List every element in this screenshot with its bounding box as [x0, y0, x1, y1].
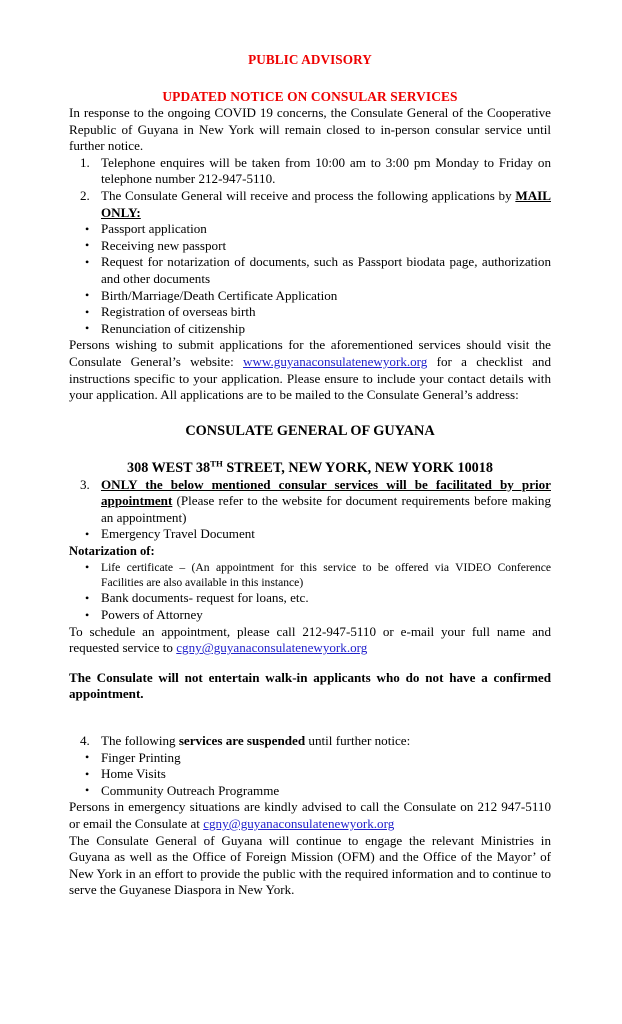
appointment-services-list — [69, 526, 551, 543]
list-item-text: Life certificate – (An appointment for this service to be offered via VIDEO Conference Facilities are also available in this instance) — [101, 560, 551, 590]
list-item — [69, 590, 551, 607]
suspended-emphasis: services are suspended — [178, 733, 306, 749]
website-paragraph — [69, 337, 551, 403]
list-number: 2. — [80, 187, 90, 203]
list-item — [69, 221, 551, 238]
website-paragraph-part1: Persons wishing to submit applications for the aforementioned services should visit the Consulate General’s website: — [69, 337, 551, 369]
address-street-suffix: STREET, NEW YORK, NEW YORK 10018 — [222, 459, 493, 476]
list-item-text: The following — [101, 733, 179, 749]
intro-paragraph: In response to the ongoing COVID 19 concerns, the Consulate General of the Cooperative Republic of Guyana in New York will remain closed to in-person consular service until further notice. — [69, 105, 551, 154]
notarization-label: Notarization of: — [69, 544, 155, 559]
bullet-icon: • — [85, 321, 90, 336]
list-item-text: Registration of overseas birth — [101, 304, 256, 320]
list-item-text: Emergency Travel Document — [101, 526, 255, 542]
numbered-list-appointment — [69, 477, 551, 527]
mail-only-services-list — [69, 221, 551, 337]
bullet-icon: • — [85, 560, 90, 575]
list-item-text: Birth/Marriage/Death Certificate Application — [101, 287, 338, 303]
list-item-text: Bank documents- request for loans, etc. — [101, 590, 309, 606]
list-item — [69, 304, 551, 321]
list-item — [69, 238, 551, 255]
bullet-icon: • — [85, 288, 90, 303]
list-number: 1. — [80, 154, 90, 170]
bullet-icon: • — [85, 254, 90, 269]
schedule-email-link[interactable]: cgny@guyanaconsulatenewyork.org — [176, 640, 368, 656]
appointment-emphasis: ONLY the below mentioned consular services will be facilitated by prior appointment — [101, 476, 551, 509]
list-item — [69, 288, 551, 305]
list-item-appointment-only — [69, 477, 551, 527]
list-item — [69, 321, 551, 338]
list-item-text: Telephone enquires will be taken from 10:00 am to 3:00 pm Monday to Friday on telephone number 212-947-5110. — [101, 154, 551, 187]
consulate-website-link[interactable]: www.guyanaconsulatenewyork.org — [243, 353, 428, 369]
list-item-text: Finger Printing — [101, 749, 181, 765]
list-item-text: Request for notarization of documents, such as Passport biodata page, authorization and other documents — [101, 254, 551, 286]
bullet-icon: • — [85, 607, 90, 622]
address-street-prefix: 308 WEST 38 — [127, 459, 211, 476]
list-number: 3. — [80, 476, 90, 492]
list-item — [69, 560, 551, 591]
list-item-text: The Consulate General will receive and process the following applications by — [101, 187, 516, 203]
list-item — [69, 254, 551, 287]
list-item-telephone-enquiries — [69, 155, 551, 188]
bullet-icon: • — [85, 221, 90, 236]
list-item — [69, 766, 551, 783]
list-item-mail-only — [69, 188, 551, 221]
bullet-icon: • — [85, 766, 90, 781]
address-line-street — [69, 457, 551, 477]
list-item-text: Community Outreach Programme — [101, 782, 280, 798]
suspended-services-list — [69, 750, 551, 800]
list-item-text: Passport application — [101, 221, 207, 237]
emergency-contact-paragraph — [69, 799, 551, 832]
list-item-text: Home Visits — [101, 766, 166, 782]
list-item-text: Receiving new passport — [101, 237, 227, 253]
list-item-text-after: until further notice: — [305, 733, 411, 749]
bullet-icon: • — [85, 238, 90, 253]
walkin-warning-text: The Consulate will not entertain walk-in applicants who do not have a confirmed appointment. — [69, 669, 551, 702]
list-item-text: Powers of Attorney — [101, 607, 203, 623]
list-number: 4. — [80, 733, 90, 749]
closing-paragraph: The Consulate General of Guyana will continue to engage the relevant Ministries in Guyana as well as the Office of Foreign Mission (OFM) and the Office of the Mayor’ of New York in an effort to provide the public with the required information and to continue to serve the Guyanese Diaspora in New York. — [69, 832, 551, 898]
emergency-email-link[interactable]: cgny@guyanaconsulatenewyork.org — [203, 816, 395, 831]
website-paragraph-part2: for a checklist and instructions specific to your application. Please ensure to include your contact details with your application. All applications are to be mailed to the Consulate General’s address: — [69, 353, 551, 403]
notarization-services-list — [69, 560, 551, 624]
spacer — [69, 657, 551, 670]
bullet-icon: • — [85, 304, 90, 319]
bullet-icon: • — [85, 590, 90, 605]
numbered-list-suspended — [69, 733, 551, 750]
emergency-paragraph-text: Persons in emergency situations are kindly advised to call the Consulate on 212 947-5110 or email the Consulate at — [69, 799, 551, 831]
spacer — [69, 703, 551, 733]
list-item — [69, 607, 551, 624]
bullet-icon: • — [85, 783, 90, 798]
bullet-icon: • — [85, 526, 90, 541]
address-line-consulate-name: CONSULATE GENERAL OF GUYANA — [185, 422, 435, 439]
page-subtitle-updated-notice: UPDATED NOTICE ON CONSULAR SERVICES — [162, 89, 458, 104]
bullet-icon: • — [85, 750, 90, 765]
numbered-list-top — [69, 155, 551, 221]
list-item — [69, 526, 551, 543]
schedule-appointment-paragraph — [69, 624, 551, 657]
list-item-text: (Please refer to the website for document requirements before making an appointment) — [101, 493, 551, 525]
page-title-public-advisory: PUBLIC ADVISORY — [248, 52, 372, 67]
list-item — [69, 750, 551, 767]
list-item — [69, 783, 551, 800]
mail-only-emphasis: MAIL ONLY: — [101, 187, 551, 220]
address-ordinal-suffix: TH — [210, 457, 223, 468]
schedule-paragraph-text: To schedule an appointment, please call 212-947-5110 or e-mail your full name and requested service to — [69, 623, 551, 656]
list-item-text: Renunciation of citizenship — [101, 320, 245, 336]
list-item-suspended-services — [69, 733, 551, 750]
